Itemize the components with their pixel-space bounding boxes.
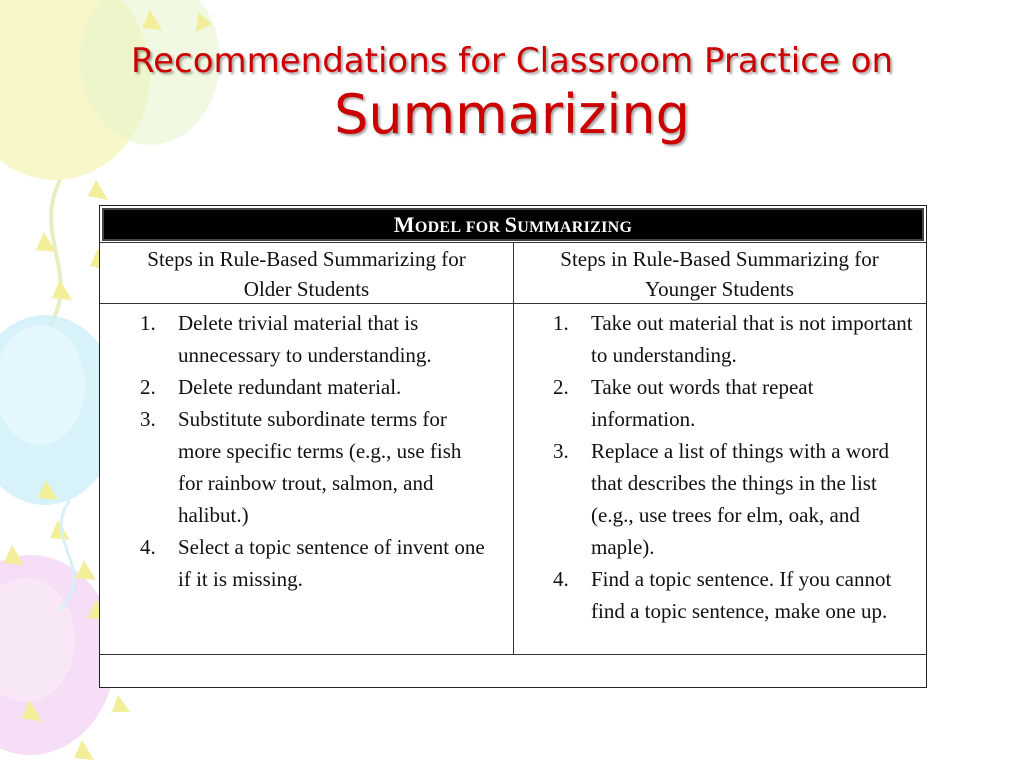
header-w3-rest: UMMARIZING	[517, 219, 633, 236]
confetti-icon	[112, 695, 130, 712]
list-item	[553, 435, 915, 563]
model-for-summarizing-table	[99, 205, 927, 688]
confetti-icon	[4, 545, 24, 565]
step-text: Delete trivial material that is unnecessary to understanding.	[178, 311, 432, 367]
older-heading-line-1: Steps in Rule-Based Summarizing for	[147, 247, 466, 271]
step-number: 4.	[553, 567, 569, 591]
older-students-steps-list	[140, 307, 485, 595]
step-text: Find a topic sentence. If you cannot find a topic sentence, make one up.	[591, 567, 892, 623]
step-number: 1.	[140, 311, 156, 335]
step-number: 2.	[553, 375, 569, 399]
confetti-icon	[74, 740, 94, 760]
list-item	[553, 307, 915, 371]
header-w1-rest: ODEL	[414, 219, 462, 236]
list-item	[553, 563, 915, 627]
list-item	[140, 531, 485, 595]
younger-students-column-heading	[513, 243, 926, 303]
older-students-column-heading	[100, 243, 513, 303]
step-number: 3.	[140, 407, 156, 431]
older-heading-line-2: Older Students	[243, 277, 370, 301]
list-item	[140, 371, 485, 403]
step-text: Substitute subordinate terms for more specific terms (e.g., use fish for rainbow trout, salmon, and halibut.)	[178, 407, 462, 527]
confetti-icon	[88, 180, 108, 200]
title-line-2: Summarizing	[334, 83, 690, 146]
step-number: 2.	[140, 375, 156, 399]
step-number: 3.	[553, 439, 569, 463]
step-text: Take out material that is not important to understanding.	[591, 311, 913, 367]
column-divider	[513, 243, 514, 655]
step-number: 4.	[140, 535, 156, 559]
step-number: 1.	[553, 311, 569, 335]
list-item	[553, 371, 915, 435]
list-item	[140, 403, 485, 531]
header-w1-cap: M	[393, 212, 415, 237]
header-w2: FOR	[465, 219, 501, 236]
step-text: Replace a list of things with a word that describes the things in the list (e.g., use trees for elm, oak, and maple).	[591, 439, 890, 559]
step-text: Delete redundant material.	[178, 375, 402, 399]
list-item	[140, 307, 485, 371]
confetti-icon	[76, 560, 96, 580]
header-w3-cap: S	[504, 212, 518, 237]
younger-heading-line-2: Younger Students	[645, 277, 794, 301]
step-text: Select a topic sentence of invent one if it is missing.	[178, 535, 485, 591]
step-text: Take out words that repeat information.	[591, 375, 814, 431]
table-header-bar	[102, 208, 924, 241]
slide-title	[0, 38, 1024, 146]
younger-students-steps-list	[553, 307, 915, 627]
title-line-1: Recommendations for Classroom Practice on	[130, 41, 893, 81]
younger-heading-line-1: Steps in Rule-Based Summarizing for	[560, 247, 879, 271]
